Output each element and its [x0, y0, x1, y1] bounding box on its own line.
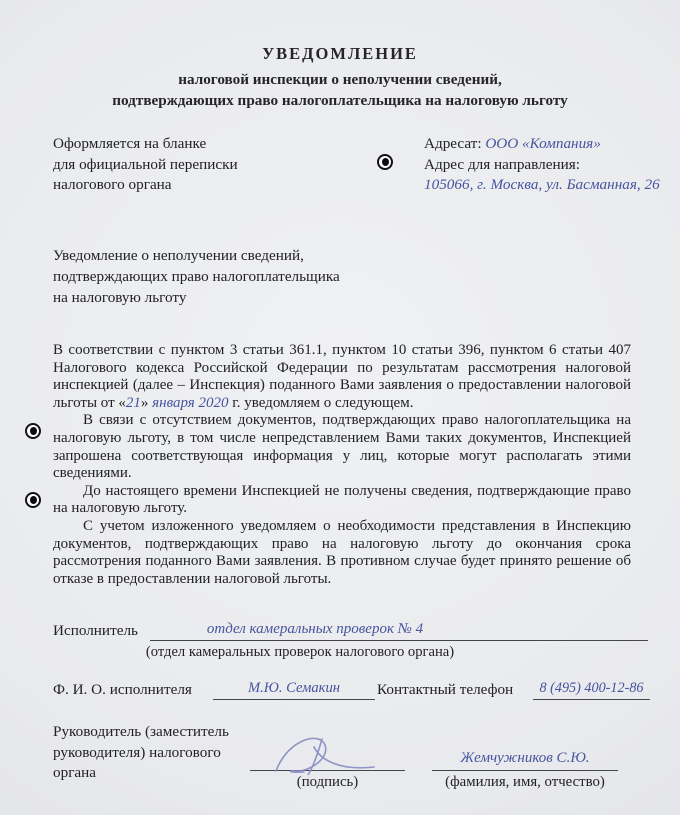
full-name-caption: (фамилия, имя, отчество) — [445, 774, 605, 790]
phone-value: 8 (495) 400-12-86 — [539, 680, 644, 696]
document-subtitle-line1: налоговой инспекции о неполучении сведений, — [178, 71, 502, 88]
address-label: Адрес для направления: — [424, 155, 580, 173]
subject-line1: Уведомление о неполучении сведений, — [53, 247, 304, 264]
executor-name-label: Ф. И. О. исполнителя — [53, 681, 192, 698]
subject-line3: на налоговую льготу — [53, 288, 187, 306]
document-title: УВЕДОМЛЕНИЕ — [262, 44, 418, 63]
subject-line2: подтверждающих право налогоплательщика — [53, 267, 340, 285]
phone-label: Контактный телефон — [377, 681, 514, 698]
radio-dot-marker-icon — [25, 492, 41, 508]
document-subtitle — [0, 69, 680, 111]
head-position-line2: руководителя) налогового — [53, 743, 221, 761]
marker-dot — [30, 427, 37, 435]
paragraph-legal-basis — [53, 342, 631, 412]
marker-dot — [382, 158, 389, 166]
executor-caption: (отдел камеральных проверок налогового органа) — [145, 644, 455, 660]
paragraph-text: г. уведомляем о следующем. — [228, 394, 414, 411]
subject-block — [53, 246, 340, 308]
paragraph-conclusion: С учетом изложенного уведомляем о необходимости представления в Инспекцию документов, подтверждающих право на налоговую льготу до окончания срока рассмотрения поданного Вами заявления. В противном случае будет принято решение об отказе в предоставлении налоговой льготы. — [53, 517, 631, 587]
address-value: 105066, г. Москва, ул. Басманная, 26 — [424, 176, 660, 193]
executor-label: Исполнитель — [53, 622, 138, 639]
form-note-line1: Оформляется на бланке — [53, 135, 207, 152]
head-position-line1: Руководитель (заместитель — [53, 723, 229, 740]
addressee-label: Адресат: — [424, 135, 486, 152]
form-note — [53, 134, 238, 196]
body-text — [53, 342, 631, 588]
paragraph-text: В соответствии с пунктом 3 статьи 361.1, пунктом 10 статьи 396, пунктом 6 статьи 407 Налогового кодекса Российской Федерации по результатам рассмотрения налоговой инспекцией (далее – Инспекция) поданного Вами заявления о предоставлении налоговой льготы от « — [53, 342, 631, 411]
application-day: 21 — [125, 394, 141, 411]
marker-dot — [30, 496, 37, 504]
addressee-block — [424, 134, 660, 196]
document-subtitle-line2: подтверждающих право налогоплательщика на налоговую льготу — [112, 92, 568, 109]
addressee-line — [424, 134, 660, 155]
document-header — [0, 44, 680, 111]
executor-department-value: отдел камеральных проверок № 4 — [206, 621, 424, 637]
executor-name-value: М.Ю. Семакин — [247, 680, 341, 696]
head-position-line3: органа — [53, 764, 97, 781]
radio-dot-marker-icon — [377, 154, 393, 170]
application-month-year: января 2020 — [152, 394, 229, 411]
form-note-line2: для официальной переписки — [53, 155, 238, 173]
paragraph-missing-documents: В связи с отсутствием документов, подтверждающих право налогоплательщика на налоговую льготу, в том числе непредставлением Вами таких документов, Инспекцией запрошена соответствующая информация у лиц, которые могут располагать этими сведениями. — [53, 412, 631, 482]
paragraph-text: » — [140, 394, 153, 411]
head-full-name: Жемчужников С.Ю. — [460, 750, 590, 766]
head-position-label — [53, 722, 229, 784]
radio-dot-marker-icon — [25, 423, 41, 439]
handwritten-signature-icon — [262, 729, 382, 775]
paragraph-no-information: До настоящего времени Инспекцией не получены сведения, подтверждающие право на налоговую льготу. — [53, 482, 631, 517]
signature-caption: (подпись) — [296, 774, 359, 790]
form-note-line3: налогового органа — [53, 176, 172, 193]
addressee-name: ООО «Компания» — [485, 135, 601, 152]
